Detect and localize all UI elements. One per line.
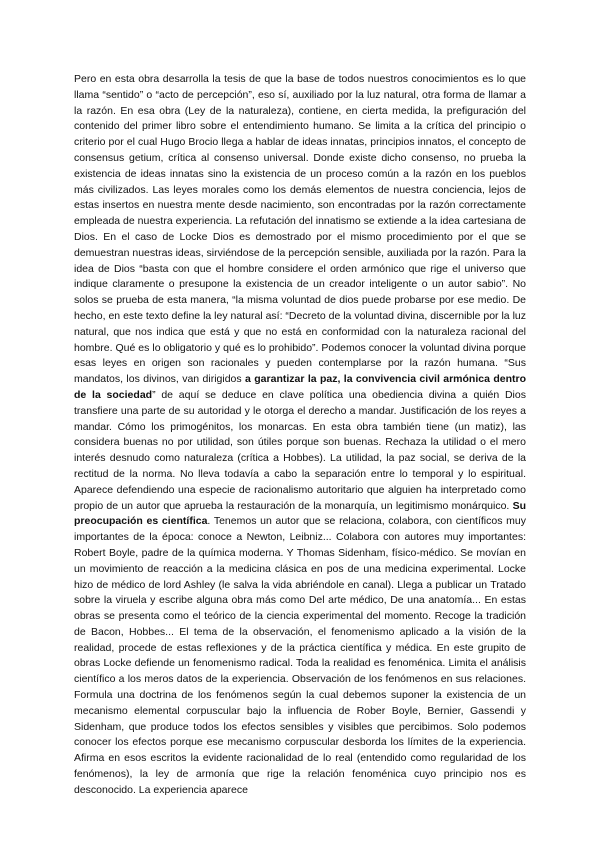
bold-phrase-paz-convivencia: a garantizar la paz, la convivencia civil armónica dentro de la sociedad <box>74 373 526 401</box>
paragraph-segment-2: ” de aquí se deduce en clave política una obediencia divina a quién Dios transfiere una parte de su autoridad y le otorga el derecho a mandar. Justificación de los reyes a mandar. Cómo los primogénitos, los monarcas. En esta obra también tiene (un matiz), las considera buenas no por utilidad, son útiles porque son buenas. Rechaza la utilidad o el mero interés desnudo como naturaleza (crítica a Hobbes). La utilidad, la paz social, se deriva de la rectitud de la norma. No lleva todavía a cabo la separación entre lo temporal y lo espiritual. Aparece defendiendo una especie de racionalismo autoritario que alguien ha interpretado como propio de un autor que aprueba la restauración de la monarquía, un legitimismo monárquico. <box>74 388 526 512</box>
bold-phrase-preocupacion-cientifica: Su preocupación es científica <box>74 499 526 528</box>
body-paragraph <box>74 72 526 799</box>
paragraph-segment-1: Pero en esta obra desarrolla la tesis de que la base de todos nuestros conocimientos es lo que llama “sentido” o “acto de percepción”, eso sí, auxiliado por la luz natural, otra forma de llamar a la razón. En esa obra (Ley de la naturaleza), contiene, en cierta medida, la prefiguración del contenido del primer libro sobre el entendimiento humano. Se limita a la crítica del principio o criterio por el cual Hugo Brocio llega a hablar de ideas innatas, principios innatos, el concepto de consensus getium, crítica al consenso universal. Donde existe dicho consenso, no prueba la existencia de ideas innatas sino la existencia de un proceso común a la razón en los pueblos más civilizados. Las leyes morales como los demás elementos de nuestra conciencia, lejos de estas insertos en nuestra mente desde nacimiento, son encontradas por la razón correctamente empleada de nuestra experiencia. La refutación del innatismo se extiende a la idea cartesiana de Dios. En el caso de Locke Dios es demostrado por el mismo procedimiento por el que se demuestran nuestras ideas, sirviéndose de la percepción sensible, auxiliada por la razón. Para la idea de Dios “basta con que el hombre considere el orden armónico que rige el universo que indique claramente o presupone la existencia de un creador inteligente o un autor sabio”. No solos se prueba de esta manera, “la misma voluntad de dios puede probarse por ese medio. De hecho, en este texto define la ley natural así: “Decreto de la voluntad divina, discernible por la luz natural, que nos indica que está y que no está en conformidad con la naturaleza racional del hombre. Qué es lo obligatorio y qué es lo prohibido”. Podemos conocer la voluntad divina porque esas leyes en origen son racionales y pueden contemplarse por la razón humana. “Sus mandatos, los divinos, van dirigidos <box>74 73 526 386</box>
paragraph-segment-3: . Tenemos un autor que se relaciona, colabora, con científicos muy importantes de la época: conoce a Newton, Leibniz... Colabora con autores muy importantes: Robert Boyle, padre de la química moderna. Y Thomas Sidenham, físico-médico. Se movían en un movimiento de reacción a la medicina clásica en pos de una medicina experimental. Locke hizo de médico de lord Ashley (le salva la vida abriéndole en canal). Llega a publicar un Tratado sobre la viruela y escribe alguna obra más como Del arte médico, De una anatomía... En estas obras se presenta como el teórico de la ciencia experimental del momento. Recoge la tradición de Bacon, Hobbes... El tema de la observación, el fenomenismo aplicado a la visión de la realidad, procede de estas reflexiones y de la práctica científica y médica. En este grupito de obras Locke defiende un fenomenismo radical. Toda la realidad es fenoménica. Limita el análisis científico a los meros datos de la experiencia. Observación de los fenómenos en sus relaciones. Formula una doctrina de los fenómenos según la cual debemos suponer la existencia de un mecanismo elemental corpuscular bajo la influencia de Rober Boyle, Bernier, Gassendi y Sidenham, que produce todos los efectos sensibles y visibles que percibimos. Solo podemos conocer los efectos porque ese mecanismo corpuscular desborda los límites de la experiencia. Afirma en esos escritos la evidente racionalidad de lo real (entendido como regularidad de los fenómenos), la ley de armonía que rige la relación fenoménica cuyo principio nos es desconocido. La experiencia aparece <box>74 515 526 796</box>
